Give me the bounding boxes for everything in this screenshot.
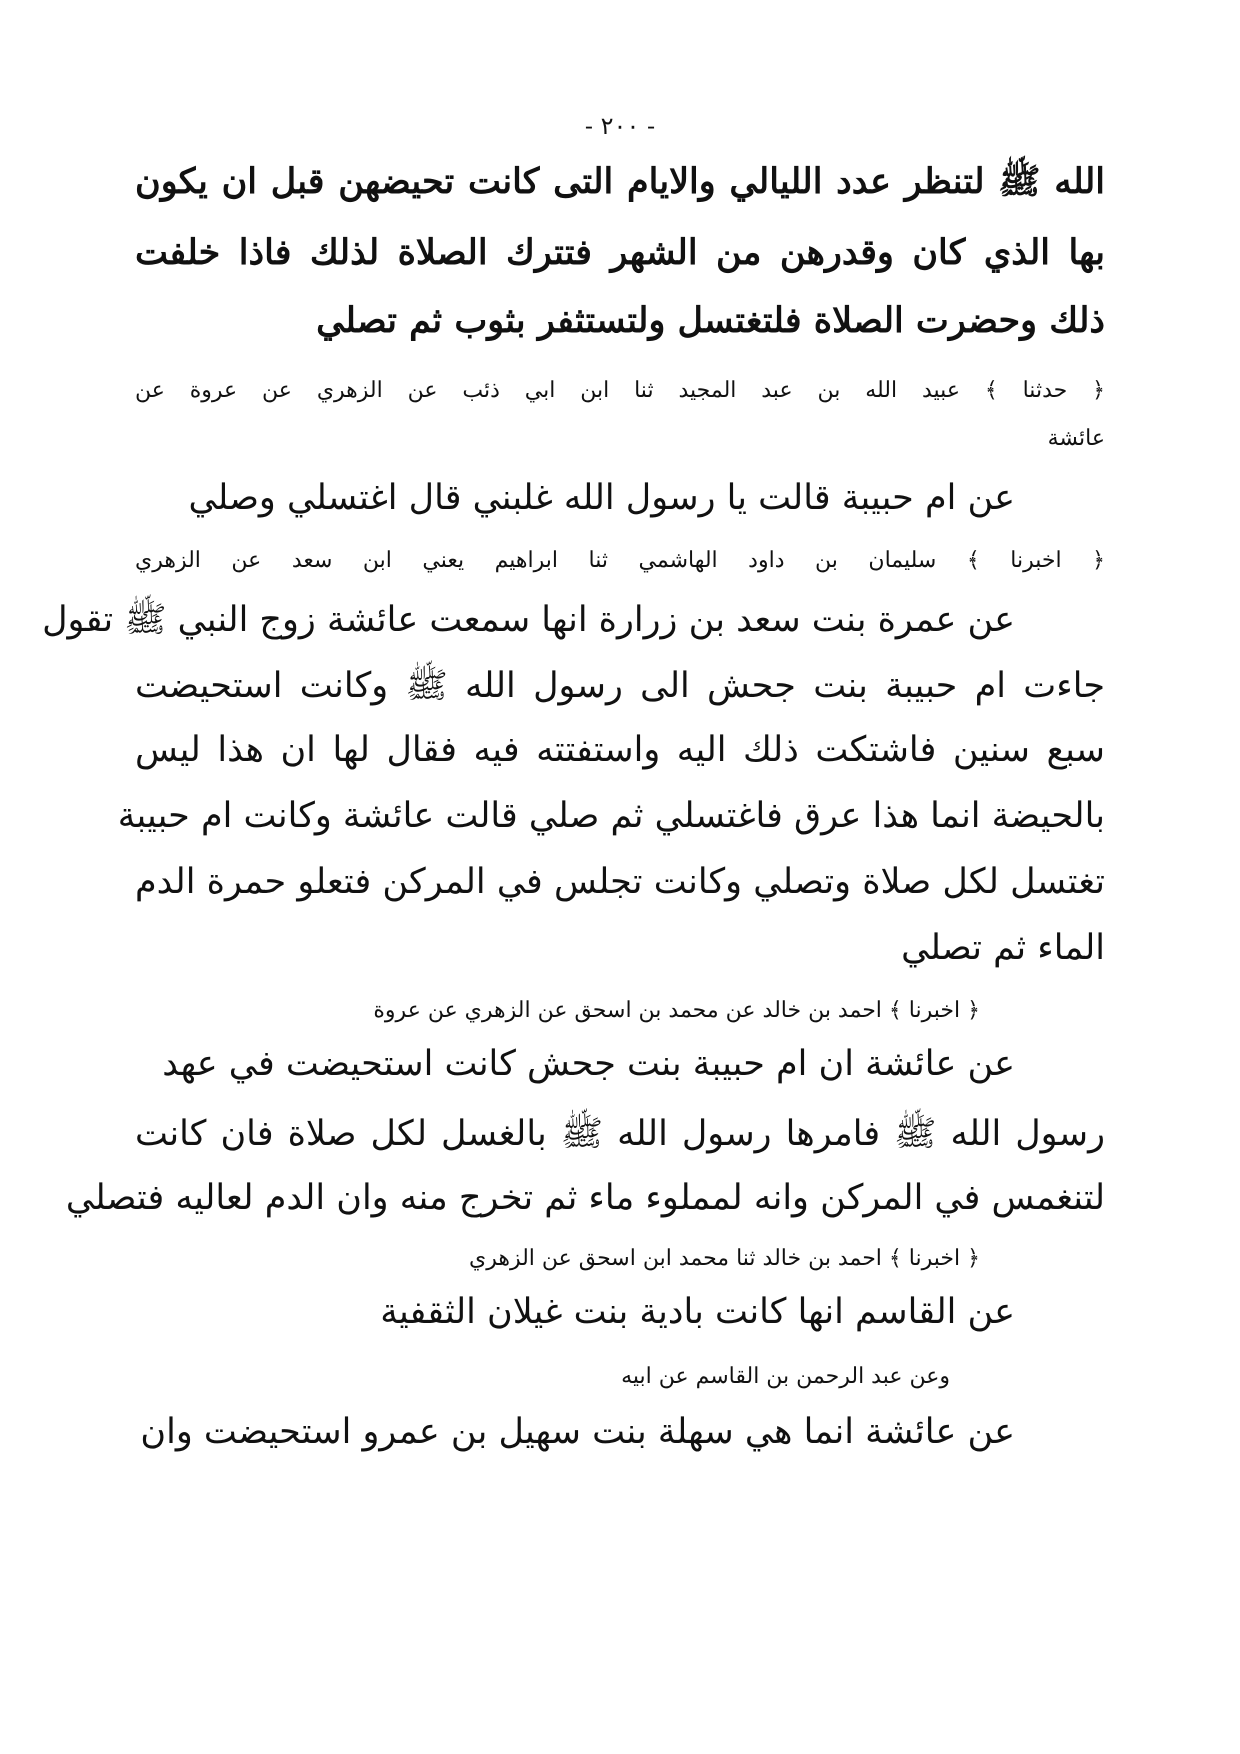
isnad-line-1-cont: عائشة xyxy=(1047,426,1105,451)
text-line-4: عن ام حبيبة قالت يا رسول الله غلبني قال اغتسلي وصلي xyxy=(188,478,1015,518)
text-line-10: الماء ثم تصلي xyxy=(901,928,1105,968)
text-line-12: رسول الله ﷺ فامرها رسول الله ﷺ بالغسل لكل صلاة فان كانت xyxy=(135,1114,1105,1154)
text-line-3: ذلك وحضرت الصلاة فلتغتسل ولتستثفر بثوب ثم تصلي xyxy=(316,300,1105,341)
isnad-line-2: ﴿ اخبرنا ﴾ سليمان بن داود الهاشمي ثنا ابراهيم يعني ابن سعد عن الزهري xyxy=(135,548,1105,573)
isnad-line-5: وعن عبد الرحمن بن القاسم عن ابيه xyxy=(621,1364,950,1389)
text-line-13: لتنغمس في المركن وانه لمملوء ماء ثم تخرج منه وان الدم لعاليه فتصلي xyxy=(65,1178,1105,1218)
text-line-14: عن القاسم انها كانت بادية بنت غيلان الثقفية xyxy=(380,1292,1015,1332)
isnad-line-4: ﴿ اخبرنا ﴾ احمد بن خالد ثنا محمد ابن اسحق عن الزهري xyxy=(468,1246,980,1271)
isnad-line-1: ﴿ حدثنا ﴾ عبيد الله بن عبد المجيد ثنا ابن ابي ذئب عن الزهري عن عروة عن xyxy=(135,378,1105,403)
isnad-line-3: ﴿ اخبرنا ﴾ احمد بن خالد عن محمد بن اسحق عن الزهري عن عروة xyxy=(373,998,980,1023)
text-line-6: جاءت ام حبيبة بنت جحش الى رسول الله ﷺ وكانت استحيضت xyxy=(135,666,1105,706)
page-number: - ٢٠٠ - xyxy=(584,112,656,140)
text-line-15: عن عائشة انما هي سهلة بنت سهيل بن عمرو استحيضت وان xyxy=(140,1412,1015,1452)
text-line-8: بالحيضة انما هذا عرق فاغتسلي ثم صلي قالت عائشة وكانت ام حبيبة xyxy=(117,796,1105,836)
text-line-9: تغتسل لكل صلاة وتصلي وكانت تجلس في المركن فتعلو حمرة الدم xyxy=(135,862,1105,902)
text-line-2: بها الذي كان وقدرهن من الشهر فتترك الصلاة لذلك فاذا خلفت xyxy=(135,232,1105,273)
text-line-5: عن عمرة بنت سعد بن زرارة انها سمعت عائشة زوج النبي ﷺ تقول xyxy=(42,600,1015,640)
text-line-1: الله ﷺ لتنظر عدد الليالي والايام التى كانت تحيضهن قبل ان يكون xyxy=(135,161,1105,202)
text-line-7: سبع سنين فاشتكت ذلك اليه واستفتته فيه فقال لها ان هذا ليس xyxy=(135,730,1105,770)
text-line-11: عن عائشة ان ام حبيبة بنت جحش كانت استحيضت في عهد xyxy=(162,1044,1015,1084)
